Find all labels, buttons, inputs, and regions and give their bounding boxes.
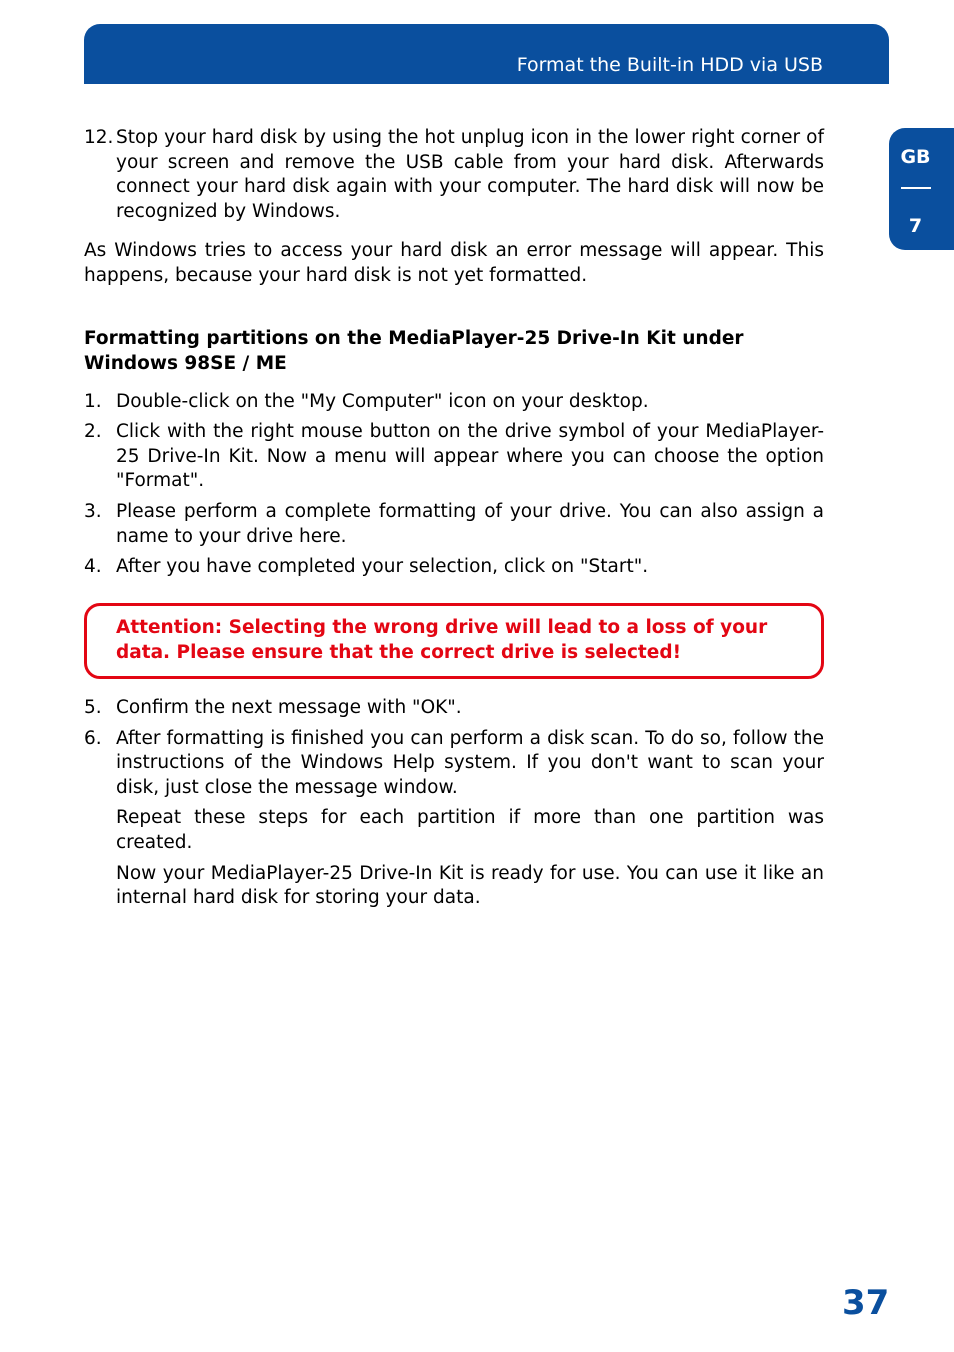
list-item-step-1	[84, 390, 824, 415]
step-text: Stop your hard disk by using the hot unplug icon in the lower right corner of your screen and remove the USB cable from your hard disk. Afterwards connect your hard disk again with your computer. The hard disk will now be recognized by Windows.	[116, 127, 824, 222]
note-ready: Now your MediaPlayer-25 Drive-In Kit is ready for use. You can use it like an internal hard disk for storing your data.	[116, 862, 824, 909]
intro-paragraph: As Windows tries to access your hard disk an error message will appear. This happens, because your hard disk is not yet formatted.	[84, 240, 824, 286]
list-item-step-12	[84, 126, 824, 224]
step-number: 2.	[84, 421, 102, 443]
step-number: 1.	[84, 390, 102, 412]
step-number: 4.	[84, 556, 102, 578]
tab-divider	[901, 187, 931, 189]
list-item-step-5	[84, 696, 824, 721]
step-number: 6.	[84, 727, 102, 749]
step-text: Double-click on the "My Computer" icon on your desktop.	[116, 390, 649, 412]
main-content	[84, 126, 824, 580]
note-repeat: Repeat these steps for each partition if more than one partition was created.	[116, 807, 824, 853]
step-text: After formatting is finished you can perform a disk scan. To do so, follow the instructions of the Windows Help system. If you don't want to scan your disk, just close the message window.	[116, 727, 824, 798]
chapter-tab	[889, 128, 954, 250]
list-item-step-2	[84, 420, 824, 494]
header-bar	[84, 24, 889, 84]
list-item-step-4	[84, 555, 824, 580]
chapter-number: 7	[908, 215, 923, 237]
step-number: 5.	[84, 697, 102, 718]
language-label: GB	[900, 146, 931, 168]
warning-text: Attention: Selecting the wrong drive will lead to a loss of your data. Please ensure that the correct drive is selected!	[116, 617, 768, 663]
section-heading: Formatting partitions on the MediaPlayer-25 Drive-In Kit under Windows 98SE / ME	[84, 327, 744, 374]
header-title: Format the Built-in HDD via USB	[516, 54, 823, 76]
step-text: After you have completed your selection, click on "Start".	[116, 556, 649, 578]
main-content-continued	[84, 696, 824, 911]
step-number: 3.	[84, 500, 102, 522]
list-item-step-6	[84, 727, 824, 801]
warning-box	[84, 603, 824, 679]
step-text: Confirm the next message with "OK".	[116, 697, 462, 718]
page-number: 37	[842, 1283, 890, 1323]
step-text: Click with the right mouse button on the drive symbol of your MediaPlayer-25 Drive-In Kit. Now a menu will appear where you can choose the option "Format".	[116, 421, 824, 492]
step-text: Please perform a complete formatting of your drive. You can also assign a name to your drive here.	[116, 500, 824, 547]
list-item-step-3	[84, 500, 824, 549]
step-number: 12.	[84, 127, 114, 148]
